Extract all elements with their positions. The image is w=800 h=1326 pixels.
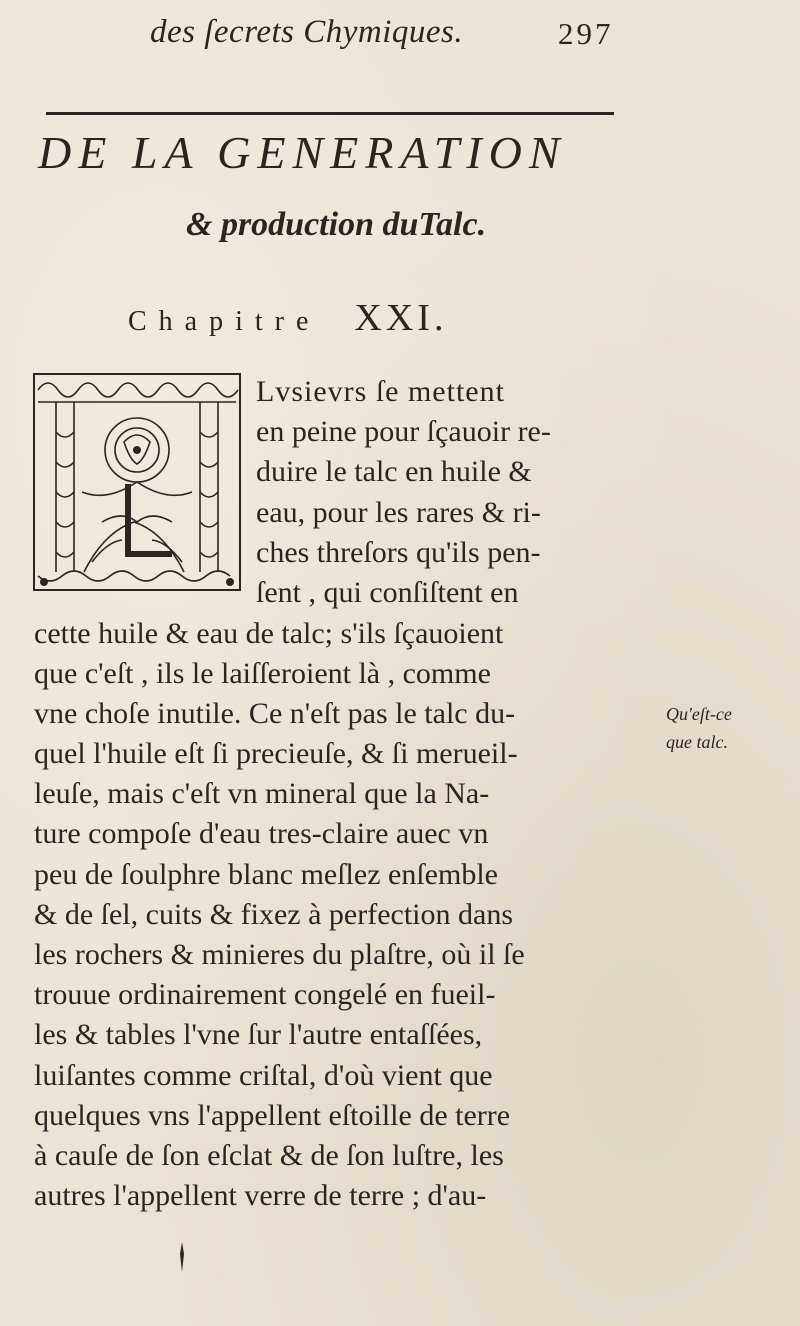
chapter-word: Chapitre [128, 306, 321, 337]
text-line: duire le talc en huile & [256, 455, 532, 488]
text-line: à cauſe de ſon eſclat & de ſon luſtre, les [34, 1139, 504, 1172]
text-line: ches threſors qu'ils pen- [256, 536, 541, 569]
text-line: leuſe, mais c'eſt vn mineral que la Na- [34, 777, 490, 810]
running-title: des ſecrets Chymiques. [150, 14, 464, 50]
catch-mark-icon [178, 1240, 186, 1274]
margin-note-line-2: que talc. [666, 732, 728, 752]
text-line: les rochers & minieres du plaſtre, où il ſe [34, 938, 525, 971]
text-line: & de ſel, cuits & fixez à perfection dans [34, 898, 513, 931]
text-line: ture compoſe d'eau tres-claire auec vn [34, 817, 489, 850]
section-title: DE LA GENERATION [38, 127, 567, 178]
text-line: ſent , qui conſiſtent en [256, 576, 519, 609]
text-line: trouue ordinairement congelé en fueil- [34, 978, 496, 1011]
text-line: vne choſe inutile. Ce n'eſt pas le talc du- [34, 697, 516, 730]
text-line: Lvsievrs ſe mettent [256, 375, 505, 408]
text-line: quel l'huile eſt ſi precieuſe, & ſi merueil- [34, 737, 518, 770]
text-line: quelques vns l'appellent eſtoille de terre [34, 1099, 511, 1132]
text-line: peu de ſoulphre blanc meſlez enſemble [34, 858, 498, 891]
text-line: que c'eſt , ils le laiſſeroient là , comme [34, 657, 491, 690]
text-line: eau, pour les rares & ri- [256, 496, 541, 529]
section-subtitle: & production duTalc. [186, 206, 487, 243]
text-line: luiſantes comme criſtal, d'où vient que [34, 1059, 493, 1092]
page-number: 297 [558, 16, 614, 51]
text-line: en peine pour ſçauoir re- [256, 415, 551, 448]
margin-note-line-1: Qu'eſt-ce [666, 704, 732, 724]
text-line: cette huile & eau de talc; s'ils ſçauoient [34, 617, 504, 650]
text-line: les & tables l'vne ſur l'autre entaſſées, [34, 1018, 483, 1051]
text-line: autres l'appellent verre de terre ; d'au- [34, 1179, 487, 1212]
chapter-number: XXI. [354, 297, 448, 339]
